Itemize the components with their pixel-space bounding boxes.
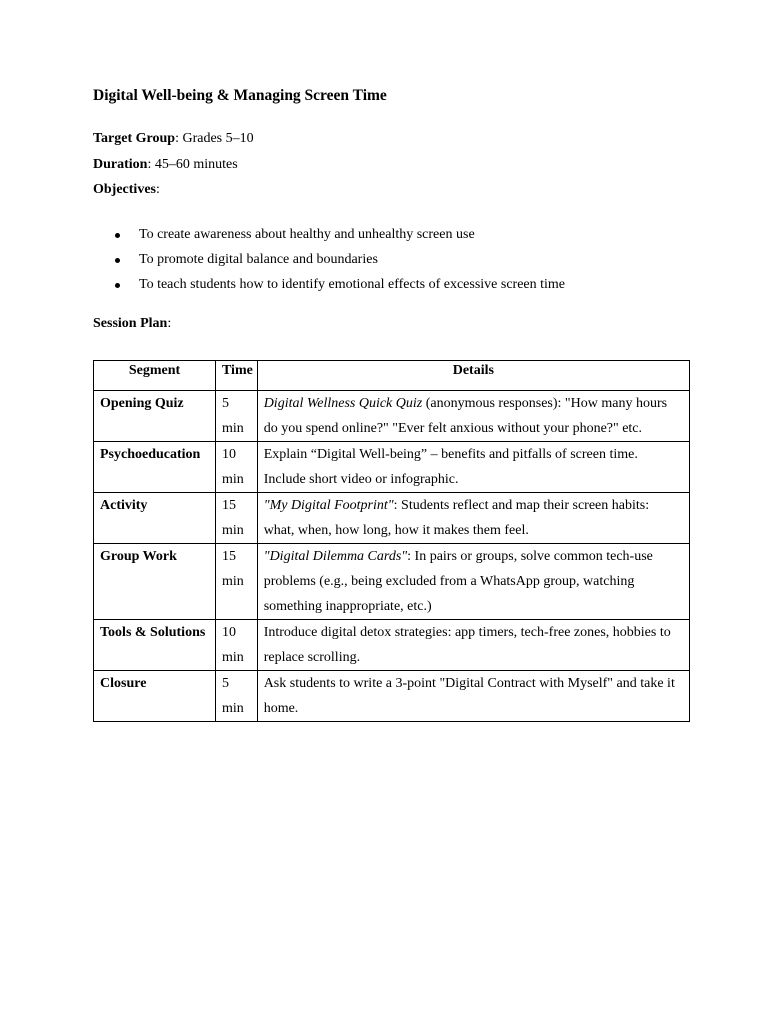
segment-cell: Tools & Solutions: [94, 620, 216, 671]
time-cell: 10 min: [215, 442, 257, 493]
segment-cell: Opening Quiz: [94, 391, 216, 442]
time-cell: 5 min: [215, 671, 257, 722]
details-italic: "Digital Dilemma Cards": [263, 549, 408, 564]
segment-cell: Psychoeducation: [94, 442, 216, 493]
details-cell: [257, 620, 689, 671]
document-title: Digital Well-being & Managing Screen Time: [93, 87, 387, 104]
duration-line: [93, 157, 238, 173]
table-row: [94, 620, 690, 671]
session-plan-label: Session Plan: [93, 316, 168, 331]
segment-cell: Activity: [94, 493, 216, 544]
table-row: [94, 671, 690, 722]
details-cell: [257, 493, 689, 544]
objective-text: To create awareness about healthy and unhealthy screen use: [139, 227, 475, 242]
details-cell: [257, 391, 689, 442]
bullet-icon: [115, 258, 120, 263]
objective-text: To promote digital balance and boundaries: [139, 252, 378, 267]
details-text: : In pairs or groups, solve common tech-use problems (e.g., being excluded from a WhatsApp group, watching something inappropriate, etc.): [263, 549, 653, 614]
time-cell: 5 min: [215, 391, 257, 442]
details-text: Ask students to write a 3-point "Digital Contract with Myself" and take it home.: [263, 676, 675, 716]
table-row: [94, 391, 690, 442]
details-text: Introduce digital detox strategies: app timers, tech-free zones, hobbies to replace scrolling.: [263, 625, 671, 665]
list-item: [93, 272, 565, 297]
segment-cell: Group Work: [94, 544, 216, 620]
time-cell: 10 min: [215, 620, 257, 671]
session-plan-colon: :: [167, 316, 172, 331]
time-cell: 15 min: [215, 493, 257, 544]
objectives-label: Objectives: [93, 182, 156, 197]
bullet-icon: [115, 283, 120, 288]
table-row: [94, 493, 690, 544]
session-plan-heading: [93, 316, 171, 332]
bullet-icon: [115, 233, 120, 238]
list-item: [93, 247, 565, 272]
target-group-line: [93, 131, 254, 147]
details-italic: "My Digital Footprint": [263, 498, 394, 513]
segment-cell: Closure: [94, 671, 216, 722]
time-cell: 15 min: [215, 544, 257, 620]
column-header-segment: Segment: [94, 361, 216, 391]
details-text: (anonymous responses): "How many hours do you spend online?" "Ever felt anxious without your phone?" etc.: [263, 396, 668, 436]
column-header-time: Time: [215, 361, 257, 391]
objective-text: To teach students how to identify emotional effects of excessive screen time: [139, 277, 566, 292]
column-header-details: Details: [257, 361, 689, 391]
list-item: [93, 222, 565, 247]
details-cell: [257, 442, 689, 493]
details-cell: [257, 671, 689, 722]
details-text: : Students reflect and map their screen habits: what, when, how long, how it makes them feel.: [263, 498, 650, 538]
session-plan-table: [93, 360, 690, 722]
duration-value: : 45–60 minutes: [147, 157, 238, 172]
details-cell: [257, 544, 689, 620]
objectives-colon: :: [155, 182, 160, 197]
objectives-list: [93, 222, 565, 297]
objectives-heading: [93, 182, 160, 198]
details-italic: Digital Wellness Quick Quiz: [263, 396, 423, 411]
table-header-row: [94, 361, 690, 391]
target-group-value: : Grades 5–10: [175, 131, 254, 146]
target-group-label: Target Group: [93, 131, 176, 146]
details-text: Explain “Digital Well-being” – benefits and pitfalls of screen time. Include short video or infographic.: [263, 447, 638, 487]
table-row: [94, 544, 690, 620]
table-row: [94, 442, 690, 493]
duration-label: Duration: [93, 157, 148, 172]
